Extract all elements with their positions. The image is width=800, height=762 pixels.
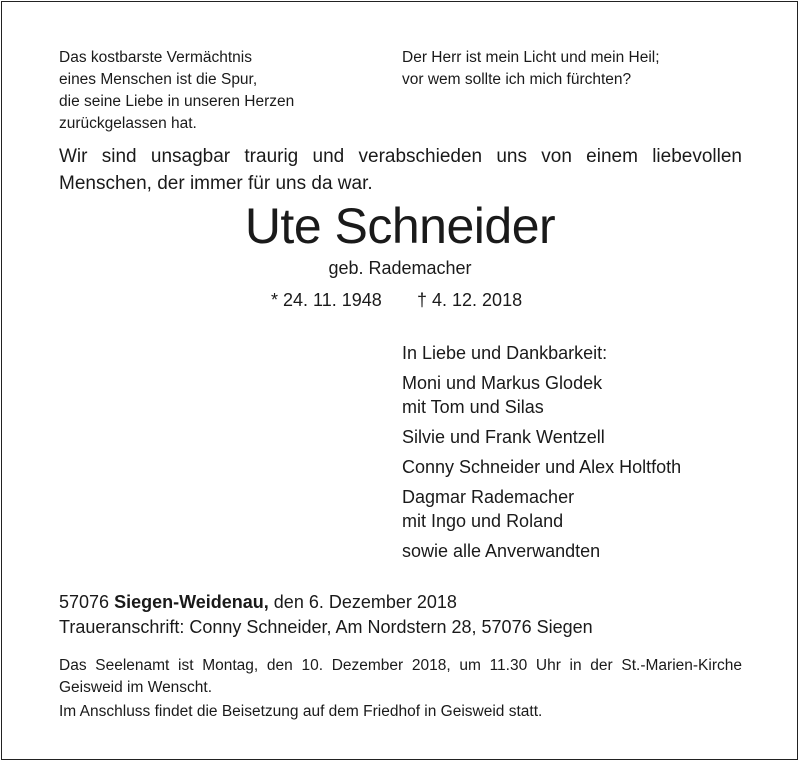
- intro-text: Wir sind unsagbar traurig und verabschieden uns von einem liebevollen Menschen, der immer für uns da war.: [59, 146, 742, 194]
- mourner-line: Silvie und Frank Wentzell: [402, 427, 605, 447]
- quote-left-line: eines Menschen ist die Spur,: [59, 71, 258, 88]
- mourning-address: Traueranschrift: Conny Schneider, Am Nordstern 28, 57076 Siegen: [59, 617, 593, 637]
- death-date: † 4. 12. 2018: [417, 290, 523, 310]
- quote-left: [59, 47, 294, 135]
- mourner-group: [402, 371, 681, 419]
- deceased-name: Ute Schneider: [244, 198, 556, 254]
- notice-date: den 6. Dezember 2018: [273, 592, 457, 612]
- mourner-group: [402, 485, 681, 533]
- mourner-line: mit Tom und Silas: [402, 397, 544, 417]
- quote-left-line: die seine Liebe in unseren Herzen: [59, 93, 295, 110]
- mourner-line: Dagmar Rademacher: [402, 487, 575, 507]
- mourners-heading: In Liebe und Dankbarkeit:: [402, 343, 608, 363]
- place-and-address: [59, 590, 593, 640]
- mourner-line: mit Ingo und Roland: [402, 511, 564, 531]
- quote-left-line: Das kostbarste Vermächtnis: [59, 49, 252, 66]
- zip-code: 57076: [59, 592, 110, 612]
- quote-right-line: vor wem sollte ich mich fürchten?: [402, 71, 632, 88]
- birth-name: geb. Rademacher: [328, 258, 472, 278]
- city-name: Siegen-Weidenau,: [114, 592, 269, 612]
- service-notice: Das Seelenamt ist Montag, den 10. Dezember 2018, um 11.30 Uhr in der St.-Marien-Kirche Geisweid im Wenscht.: [59, 657, 742, 696]
- quote-left-line: zurückgelassen hat.: [59, 115, 197, 132]
- mourner-line: sowie alle Anverwandten: [402, 541, 601, 561]
- burial-notice: Im Anschluss findet die Beisetzung auf dem Friedhof in Geisweid statt.: [59, 703, 543, 720]
- mourner-group: [402, 539, 681, 563]
- mourner-group: [402, 455, 681, 479]
- mourner-line: Conny Schneider und Alex Holtfoth: [402, 457, 682, 477]
- mourners-list: [402, 341, 681, 569]
- quote-right: [402, 47, 660, 91]
- place-date-line: [59, 590, 593, 615]
- birth-date: * 24. 11. 1948: [271, 290, 382, 310]
- mourner-group: [402, 425, 681, 449]
- mourner-line: Moni und Markus Glodek: [402, 373, 603, 393]
- quote-right-line: Der Herr ist mein Licht und mein Heil;: [402, 49, 660, 66]
